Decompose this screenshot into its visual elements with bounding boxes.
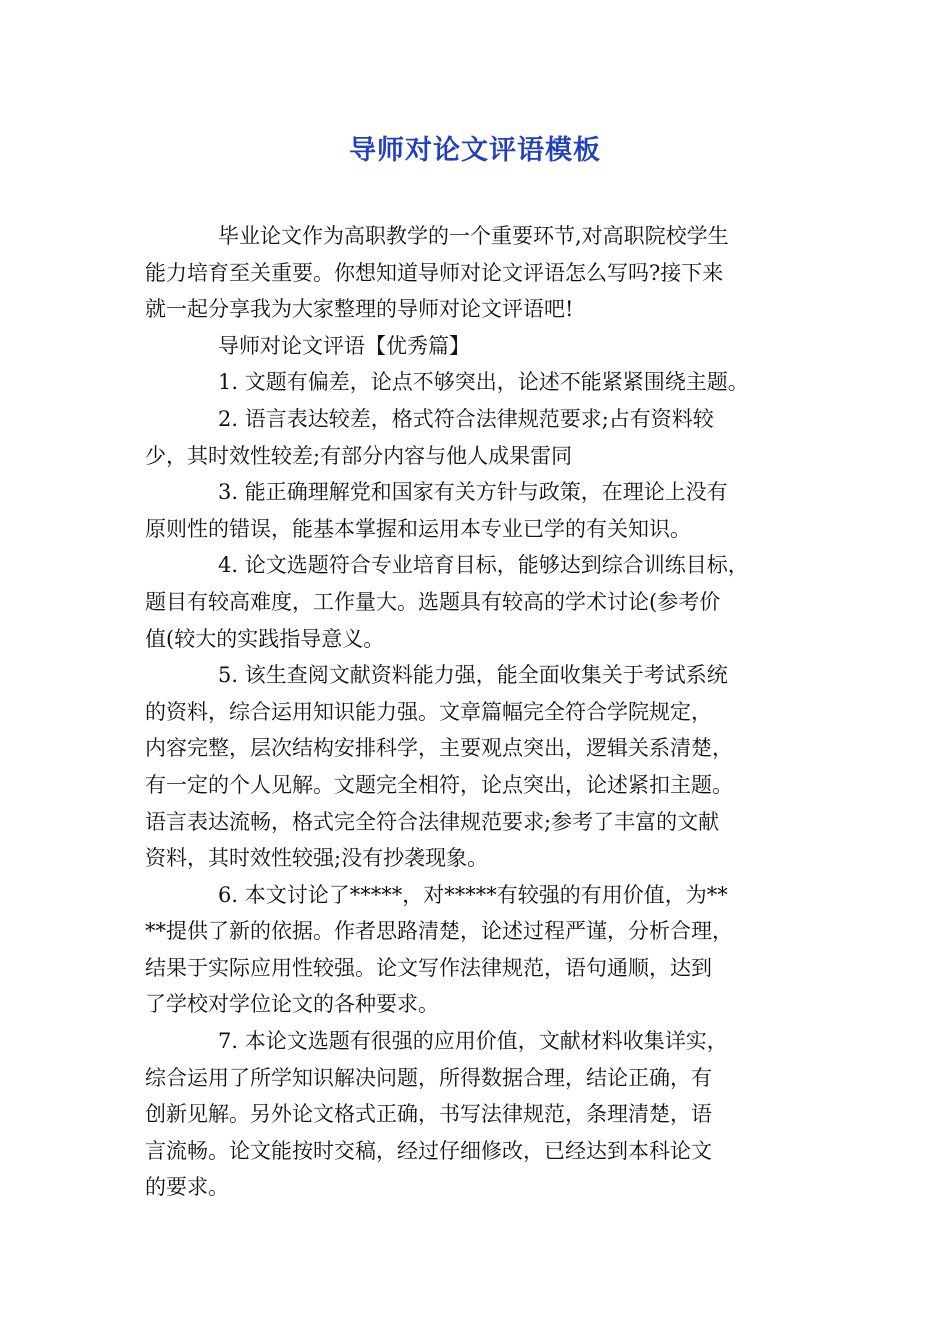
text-line: **提供了新的依据。作者思路清楚，论述过程严谨，分析合理， — [145, 919, 733, 944]
text-line: 言流畅。论文能按时交稿，经过仔细修改，已经达到本科论文 — [145, 1138, 712, 1163]
text-line: 6. 本文讨论了*****，对*****有较强的有用价值，为** — [218, 882, 728, 907]
text-line: 创新见解。另外论文格式正确，书写法律规范，条理清楚，语 — [145, 1102, 712, 1127]
text-line: 内容完整，层次结构安排科学，主要观点突出，逻辑关系清楚， — [145, 736, 733, 761]
text-line: 能力培育至关重要。你想知道导师对论文评语怎么写吗?接下来 — [145, 260, 724, 285]
text-line: 7. 本论文选题有很强的应用价值，文献材料收集详实， — [218, 1029, 728, 1054]
document-title: 导师对论文评语模板 — [349, 135, 601, 166]
text-line: 值(较大的实践指导意义。 — [145, 626, 385, 651]
text-line: 2. 语言表达较差，格式符合法律规范要求;占有资料较 — [218, 406, 714, 431]
text-line: 毕业论文作为高职教学的一个重要环节,对高职院校学生 — [218, 224, 729, 248]
text-line: 有一定的个人见解。文题完全相符，论点突出，论述紧扣主题。 — [145, 772, 733, 797]
text-line: 原则性的错误，能基本掌握和运用本专业已学的有关知识。 — [145, 516, 691, 541]
text-line: 资料，其时效性较强;没有抄袭现象。 — [145, 846, 489, 871]
text-line: 3. 能正确理解党和国家有关方针与政策，在理论上没有 — [218, 480, 728, 505]
document-body — [145, 218, 810, 1206]
text-line: 就一起分享我为大家整理的导师对论文评语吧! — [145, 297, 574, 322]
text-line: 的资料，综合运用知识能力强。文章篇幅完全符合学院规定， — [145, 699, 712, 724]
text-line: 综合运用了所学知识解决问题，所得数据合理，结论正确，有 — [145, 1065, 712, 1090]
text-line: 题目有较高难度，工作量大。选题具有较高的学术讨论(参考价 — [145, 589, 721, 614]
text-line: 了学校对学位论文的各种要求。 — [145, 992, 439, 1017]
text-line: 的要求。 — [145, 1175, 229, 1200]
text-line: 4. 论文选题符合专业培育目标，能够达到综合训练目标， — [218, 553, 749, 578]
text-line: 少，其时效性较差;有部分内容与他人成果雷同 — [145, 443, 573, 468]
text-line: 结果于实际应用性较强。论文写作法律规范，语句通顺，达到 — [145, 955, 712, 980]
text-line: 1. 文题有偏差，论点不够突出，论述不能紧紧围绕主题。 — [218, 370, 749, 395]
text-line: 语言表达流畅，格式完全符合法律规范要求;参考了丰富的文献 — [145, 809, 720, 834]
text-line: 5. 该生查阅文献资料能力强，能全面收集关于考试系统 — [218, 663, 728, 688]
text-line: 导师对论文评语【优秀篇】 — [218, 333, 470, 358]
